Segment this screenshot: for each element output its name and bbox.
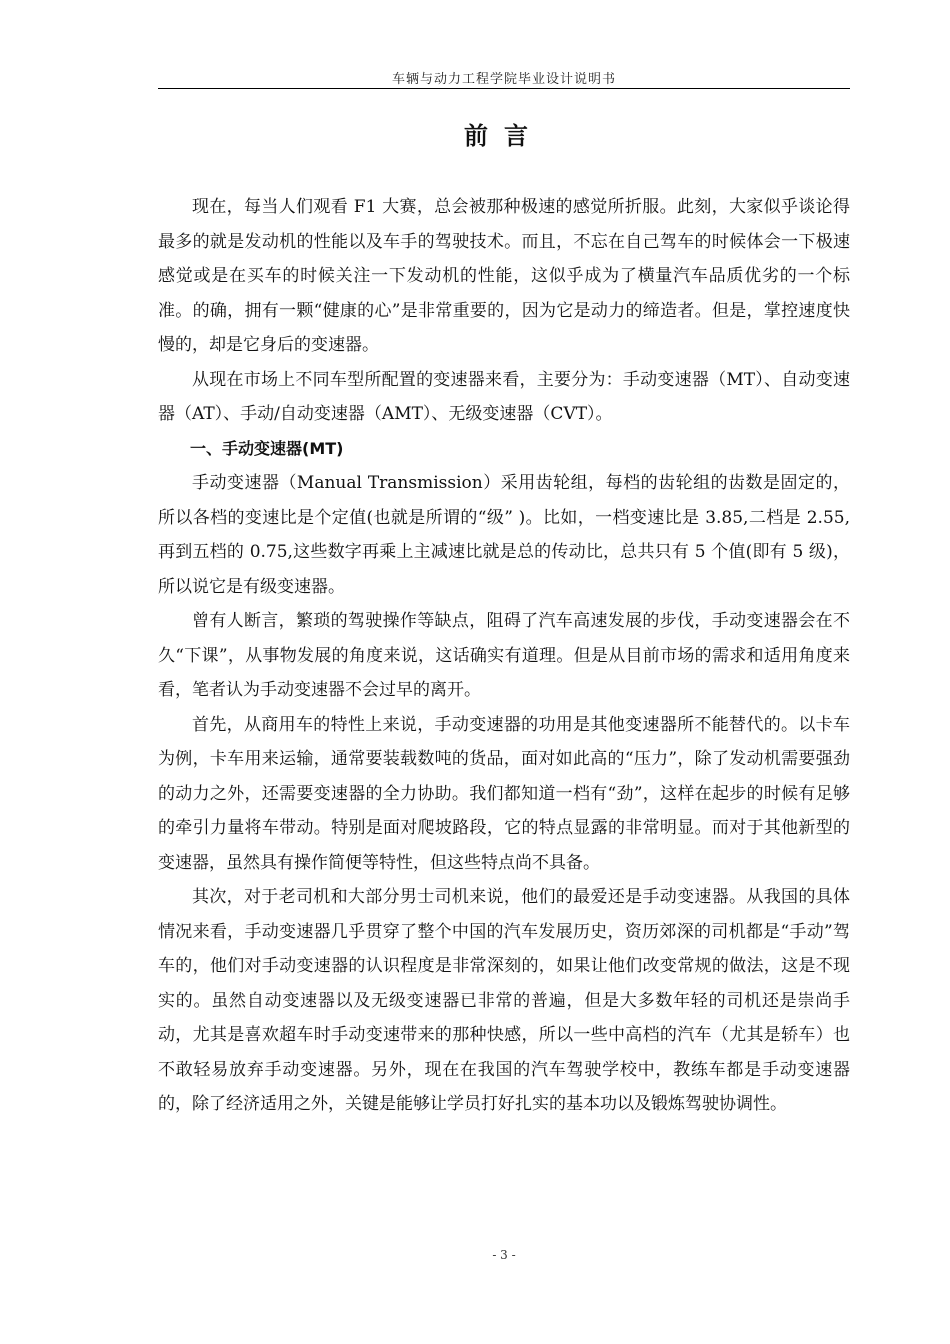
paragraph-manual-definition: 手动变速器（Manual Transmission）采用齿轮组，每档的齿轮组的齿数是固定的，所以各档的变速比是个定值(也就是所谓的“级” )。比如，一档变速比是 3.85,二档是 2.55,再到五档的 0.75,这些数字再乘上主减速比就是总的传动比，总共只有 5 个值(即有 5 级)，所以说它是有级变速器。 <box>158 473 850 597</box>
paragraph-drivers-preference: 其次，对于老司机和大部分男士司机来说，他们的最爱还是手动变速器。从我国的具体情况来看，手动变速器几乎贯穿了整个中国的汽车发展历史，资历郊深的司机都是“手动”驾车的，他们对手动变速器的认识程度是非常深刻的，如果让他们改变常规的做法，这是不现实的。虽然自动变速器以及无级变速器已非常的普遍，但是大多数年轻的司机还是崇尚手动，尤其是喜欢超车时手动变速带来的那种快感，所以一些中高档的汽车（尤其是轿车）也不敢轻易放弃手动变速器。另外，现在在我国的汽车驾驶学校中，教练车都是手动变速器的，除了经济适用之外，关键是能够让学员打好扎实的基本功以及锻炼驾驶协调性。 <box>158 887 850 1114</box>
paragraph-intro: 现在，每当人们观看 F1 大赛，总会被那种极速的感觉所折服。此刻，大家似乎谈论得最多的就是发动机的性能以及车手的驾驶技术。而且，不忘在自己驾车的时候体会一下极速感觉或是在买车的时候关注一下发动机的性能，这似乎成为了横量汽车品质优劣的一个标准。的确，拥有一颗“健康的心”是非常重要的，因为它是动力的缔造者。但是，掌控速度快慢的，却是它身后的变速器。 <box>158 197 850 355</box>
section-heading-manual-transmission: 一、手动变速器(MT) <box>190 438 344 458</box>
paragraph-manual-future: 曾有人断言，繁琐的驾驶操作等缺点，阻碍了汽车高速发展的步伐，手动变速器会在不久“下课”，从事物发展的角度来说，这话确实有道理。但是从目前市场的需求和适用角度来看，笔者认为手动变速器不会过早的离开。 <box>158 611 850 700</box>
document-body <box>158 190 850 1122</box>
page-number: - 3 - <box>492 1248 516 1262</box>
header-rule <box>158 88 850 89</box>
running-header: 车辆与动力工程学院毕业设计说明书 <box>391 72 616 87</box>
paragraph-transmission-types: 从现在市场上不同车型所配置的变速器来看，主要分为：手动变速器（MT）、自动变速器（AT）、手动/自动变速器（AMT）、无级变速器（CVT）。 <box>158 369 850 424</box>
page-title: 前言 <box>464 122 544 150</box>
paragraph-commercial-vehicles: 首先，从商用车的特性上来说，手动变速器的功用是其他变速器所不能替代的。以卡车为例，卡车用来运输，通常要装载数吨的货品，面对如此高的“压力”，除了发动机需要强劲的动力之外，还需要变速器的全力协助。我们都知道一档有“劲”，这样在起步的时候有足够的牵引力量将车带动。特别是面对爬坡路段，它的特点显露的非常明显。而对于其他新型的变速器，虽然具有操作简便等特性，但这些特点尚不具备。 <box>158 714 850 873</box>
